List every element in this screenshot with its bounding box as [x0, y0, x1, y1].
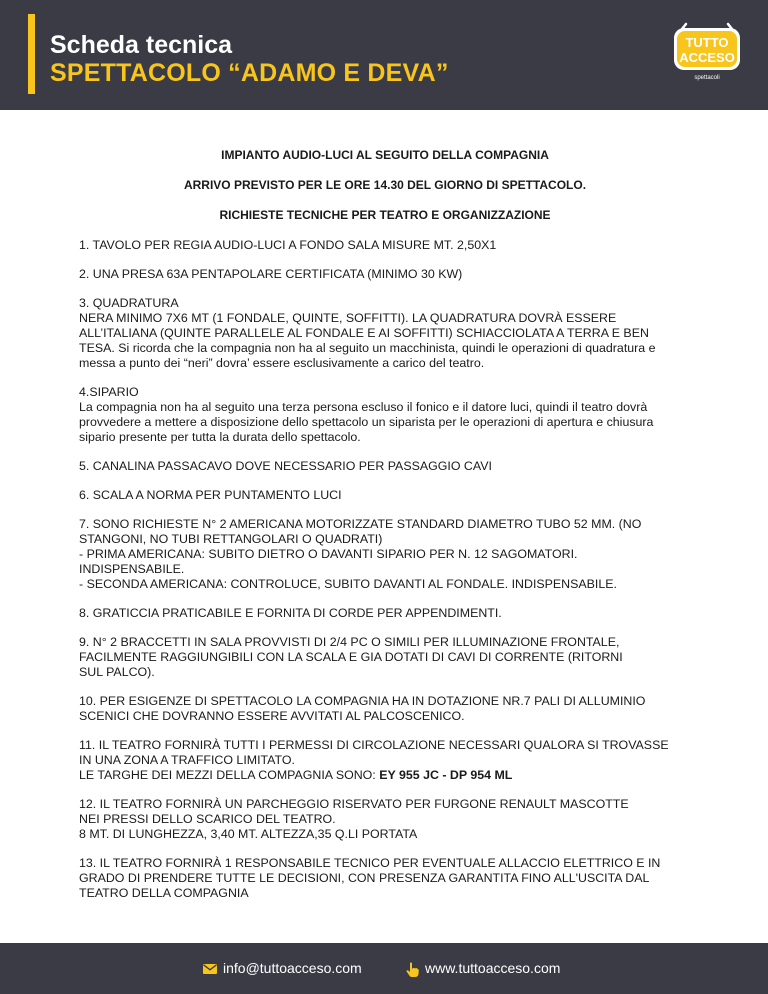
document-title: Scheda tecnica	[50, 31, 233, 59]
website-link[interactable]	[406, 959, 560, 977]
email-link[interactable]	[203, 959, 362, 977]
requirement-item: 7. SONO RICHIESTE N° 2 AMERICANA MOTORIZZATE STANDARD DIAMETRO TUBO 52 MM. (NO STANGONI, NO TUBI RETTANGOLARI O QUADRATI) - PRIMA AMERICANA: SUBITO DIETRO O DAVANTI SIPARIO PER N. 12 SAGOMATORI. INDISPENSABILE. - SECONDA AMERICANA: CONTROLUCE, SUBITO DAVANTI AL FONDALE. INDISPENSABILE.	[79, 517, 642, 591]
plates-label: LE TARGHE DEI MEZZI DELLA COMPAGNIA SONO:	[79, 768, 380, 782]
header-banner	[0, 0, 768, 110]
heading-arrivo: ARRIVO PREVISTO PER LE ORE 14.30 DEL GIORNO DI SPETTACOLO.	[183, 178, 587, 192]
requirement-item: 2. UNA PRESA 63A PENTAPOLARE CERTIFICATA (MINIMO 30 KW)	[79, 267, 463, 281]
logo-line1: TUTTO	[685, 35, 729, 50]
tv-logo-icon	[670, 20, 744, 86]
website-text: www.tuttoacceso.com	[425, 960, 561, 976]
plates-line	[79, 768, 699, 783]
heading-richieste: RICHIESTE TECNICHE PER TEATRO E ORGANIZZAZIONE	[219, 208, 551, 222]
tuttoacceso-logo[interactable]	[670, 20, 744, 86]
pointing-hand-icon	[406, 962, 419, 977]
show-title: SPETTACOLO “ADAMO E DEVA”	[50, 59, 449, 87]
logo-line2: ACCESO	[679, 50, 735, 65]
requirement-item: 8. GRATICCIA PRATICABILE E FORNITA DI CORDE PER APPENDIMENTI.	[79, 606, 502, 620]
heading-audio-luci: IMPIANTO AUDIO-LUCI AL SEGUITO DELLA COMPAGNIA	[221, 148, 549, 162]
plates-value: EY 955 JC - DP 954 ML	[379, 768, 513, 782]
envelope-icon	[203, 964, 217, 974]
requirement-item: 13. IL TEATRO FORNIRÀ 1 RESPONSABILE TECNICO PER EVENTUALE ALLACCIO ELETTRICO E IN GRADO DI PRENDERE TUTTE LE DECISIONI, CON PRESENZA GARANTITA FINO ALL'USCITA DAL TEATRO DELLA COMPAGNIA	[79, 856, 661, 900]
email-text: info@tuttoacceso.com	[223, 960, 362, 976]
requirement-item: 1. TAVOLO PER REGIA AUDIO-LUCI A FONDO SALA MISURE MT. 2,50X1	[79, 238, 497, 252]
technical-sheet-body	[79, 148, 699, 915]
requirement-item: 5. CANALINA PASSACAVO DOVE NECESSARIO PER PASSAGGIO CAVI	[79, 459, 492, 473]
requirement-item: 12. IL TEATRO FORNIRÀ UN PARCHEGGIO RISERVATO PER FURGONE RENAULT MASCOTTE NEI PRESSI DELLO SCARICO DEL TEATRO. 8 MT. DI LUNGHEZZA, 3,40 MT. ALTEZZA,35 Q.LI PORTATA	[79, 797, 629, 841]
requirement-item: 11. IL TEATRO FORNIRÀ TUTTI I PERMESSI DI CIRCOLAZIONE NECESSARI QUALORA SI TROVASSE IN UNA ZONA A TRAFFICO LIMITATO. LE TARGHE DEI MEZZI DELLA COMPAGNIA SONO: EY 955 JC - DP 954 ML	[79, 738, 699, 783]
requirement-item: 10. PER ESIGENZE DI SPETTACOLO LA COMPAGNIA HA IN DOTAZIONE NR.7 PALI DI ALLUMINIO SCENICI CHE DOVRANNO ESSERE AVVITATI AL PALCOSCENICO.	[79, 694, 646, 723]
requirement-item: 9. N° 2 BRACCETTI IN SALA PROVVISTI DI 2/4 PC O SIMILI PER ILLUMINAZIONE FRONTALE, FACILMENTE RAGGIUNGIBILI CON LA SCALA E GIA DOTATI DI CAVI DI CORRENTE (RITORNI SUL PALCO).	[79, 635, 623, 679]
accent-bar	[28, 14, 35, 94]
requirement-item: 4.SIPARIO La compagnia non ha al seguito una terza persona escluso il fonico e il datore luci, quindi il teatro dovrà provvedere a mettere a disposizione dello spettacolo un siparista per le operazioni di apertura e chiusura sipario presente per tutta la durata dello spettacolo.	[79, 385, 654, 444]
requirement-item: 3. QUADRATURA NERA MINIMO 7X6 MT (1 FONDALE, QUINTE, SOFFITTI). LA QUADRATURA DOVRÀ ESSERE ALL’ITALIANA (QUINTE PARALLELE AL FONDALE E AI SOFFITTI) SCHIACCIOLATA A TERRA E BEN TESA. Si ricorda che la compagnia non ha al seguito un macchinista, quindi le operazioni di quadratura e messa a punto dei “neri” dovra’ essere esclusivamente a carico del teatro.	[79, 296, 656, 370]
logo-tagline: spettacoli	[694, 75, 720, 81]
requirement-item: 6. SCALA A NORMA PER PUNTAMENTO LUCI	[79, 488, 342, 502]
footer-banner	[0, 943, 768, 994]
